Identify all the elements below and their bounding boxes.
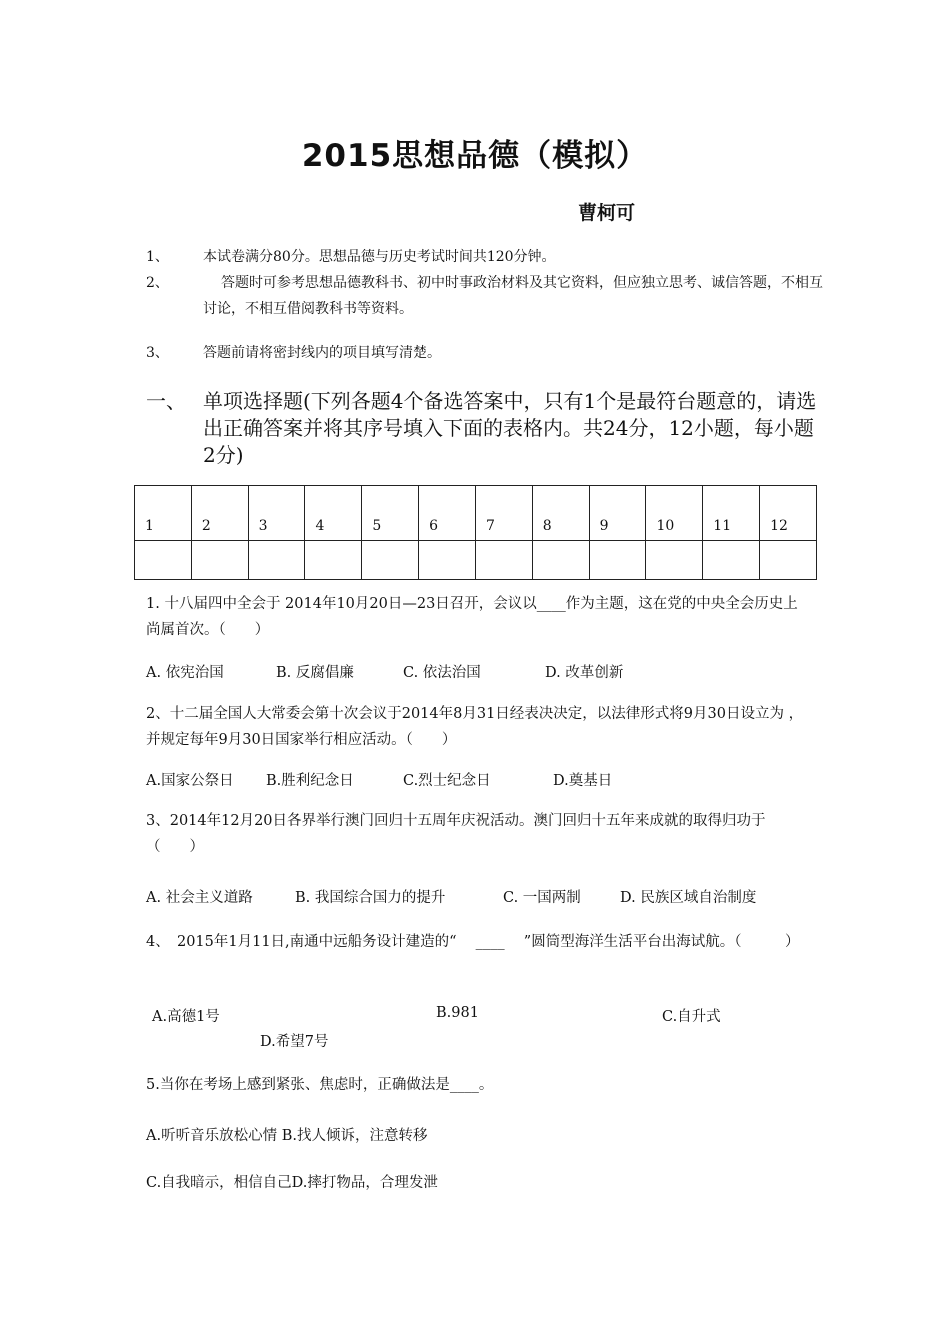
answer-cell[interactable]: [135, 541, 192, 580]
section-instructions: 单项选择题(下列各题4个备选答案中，只有1个是最符台题意的，请选出正确答案并将其序号填入下面的表格内。共24分，12小题，每小题2分): [203, 389, 817, 467]
answer-table-header-row: [135, 486, 817, 541]
question-3-option-d: D. 民族区域自治制度: [620, 890, 757, 906]
answer-cell[interactable]: [475, 541, 532, 580]
question-number-cell: 2: [191, 486, 248, 541]
question-number-cell: 5: [362, 486, 419, 541]
question-number-cell: 10: [646, 486, 703, 541]
question-5-stem: 5.当你在考场上感到紧张、焦虑时，正确做法是____。: [146, 1077, 494, 1093]
question-3-option-b: B. 我国综合国力的提升: [295, 890, 446, 906]
answer-cell[interactable]: [419, 541, 476, 580]
question-5-options-cd: C.自我暗示，相信自己D.摔打物品，合理发泄: [146, 1175, 438, 1191]
question-number-cell: 7: [475, 486, 532, 541]
instruction-number: 1、: [146, 249, 169, 265]
question-2-option-d: D.奠基日: [553, 773, 613, 789]
question-number-cell: 6: [419, 486, 476, 541]
page-title: 2015思想品德（模拟）: [301, 138, 649, 174]
question-number-cell: 11: [703, 486, 760, 541]
instruction-number: 2、: [146, 275, 169, 291]
section-number: 一、: [146, 389, 186, 413]
answer-cell[interactable]: [760, 541, 817, 580]
answer-cell[interactable]: [362, 541, 419, 580]
question-1-option-a: A. 依宪治国: [146, 665, 224, 681]
instruction-number: 3、: [146, 345, 169, 361]
answer-cell[interactable]: [248, 541, 305, 580]
question-number-cell: 8: [532, 486, 589, 541]
answer-table-answer-row: [135, 541, 817, 580]
question-number-cell: 1: [135, 486, 192, 541]
answer-cell[interactable]: [532, 541, 589, 580]
author-name: 曹柯可: [578, 202, 636, 224]
question-4-option-b: B.981: [436, 1005, 479, 1021]
question-4-option-a: A.高德1号: [152, 1009, 220, 1025]
instruction-text: 答题时可参考思想品德教科书、初中时事政治材料及其它资料，但应独立思考、诚信答题，不相互讨论，不相互借阅教科书等资料。: [203, 275, 823, 317]
question-1-option-b: B. 反腐倡廉: [276, 665, 354, 681]
question-5-options-ab: A.听听音乐放松心情 B.找人倾诉，注意转移: [146, 1128, 428, 1144]
question-2-option-a: A.国家公祭日: [146, 773, 234, 789]
question-4-option-c: C.自升式: [662, 1009, 721, 1025]
question-1-option-d: D. 改革创新: [545, 665, 624, 681]
answer-table: [134, 485, 817, 580]
answer-cell[interactable]: [589, 541, 646, 580]
answer-cell[interactable]: [305, 541, 362, 580]
instruction-text: 本试卷满分80分。思想品德与历史考试时间共120分钟。: [203, 249, 556, 265]
question-3-option-a: A. 社会主义道路: [146, 890, 253, 906]
answer-cell[interactable]: [646, 541, 703, 580]
question-3-option-c: C. 一国两制: [503, 890, 581, 906]
question-number-cell: 12: [760, 486, 817, 541]
question-2-option-b: B.胜利纪念日: [266, 773, 354, 789]
question-1-option-c: C. 依法治国: [403, 665, 481, 681]
question-4-option-d: D.希望7号: [260, 1034, 329, 1050]
question-number-cell: 9: [589, 486, 646, 541]
answer-cell[interactable]: [191, 541, 248, 580]
instruction-text: 答题前请将密封线内的项目填写清楚。: [203, 345, 441, 361]
answer-cell[interactable]: [703, 541, 760, 580]
question-1-stem: 1. 十八届四中全会于 2014年10月20日—23日召开，会议以____作为主题，这在党的中央全会历史上尚属首次。（ ）: [146, 596, 798, 638]
question-2-option-c: C.烈士纪念日: [403, 773, 491, 789]
question-4-stem: 4、 2015年1月11日,南通中远船务设计建造的“ ____ ”圆筒型海洋生活平台出海试航。（ ）: [146, 934, 800, 950]
question-number-cell: 4: [305, 486, 362, 541]
question-3-stem: 3、2014年12月20日各界举行澳门回归十五周年庆祝活动。澳门回归十五年来成就的取得归功于（ ）: [146, 813, 766, 855]
question-2-stem: 2、十二届全国人大常委会第十次会议于2014年8月31日经表决决定，以法律形式将9月30日设立为 ，并规定每年9月30日国家举行相应活动。（ ）: [146, 706, 804, 748]
question-number-cell: 3: [248, 486, 305, 541]
